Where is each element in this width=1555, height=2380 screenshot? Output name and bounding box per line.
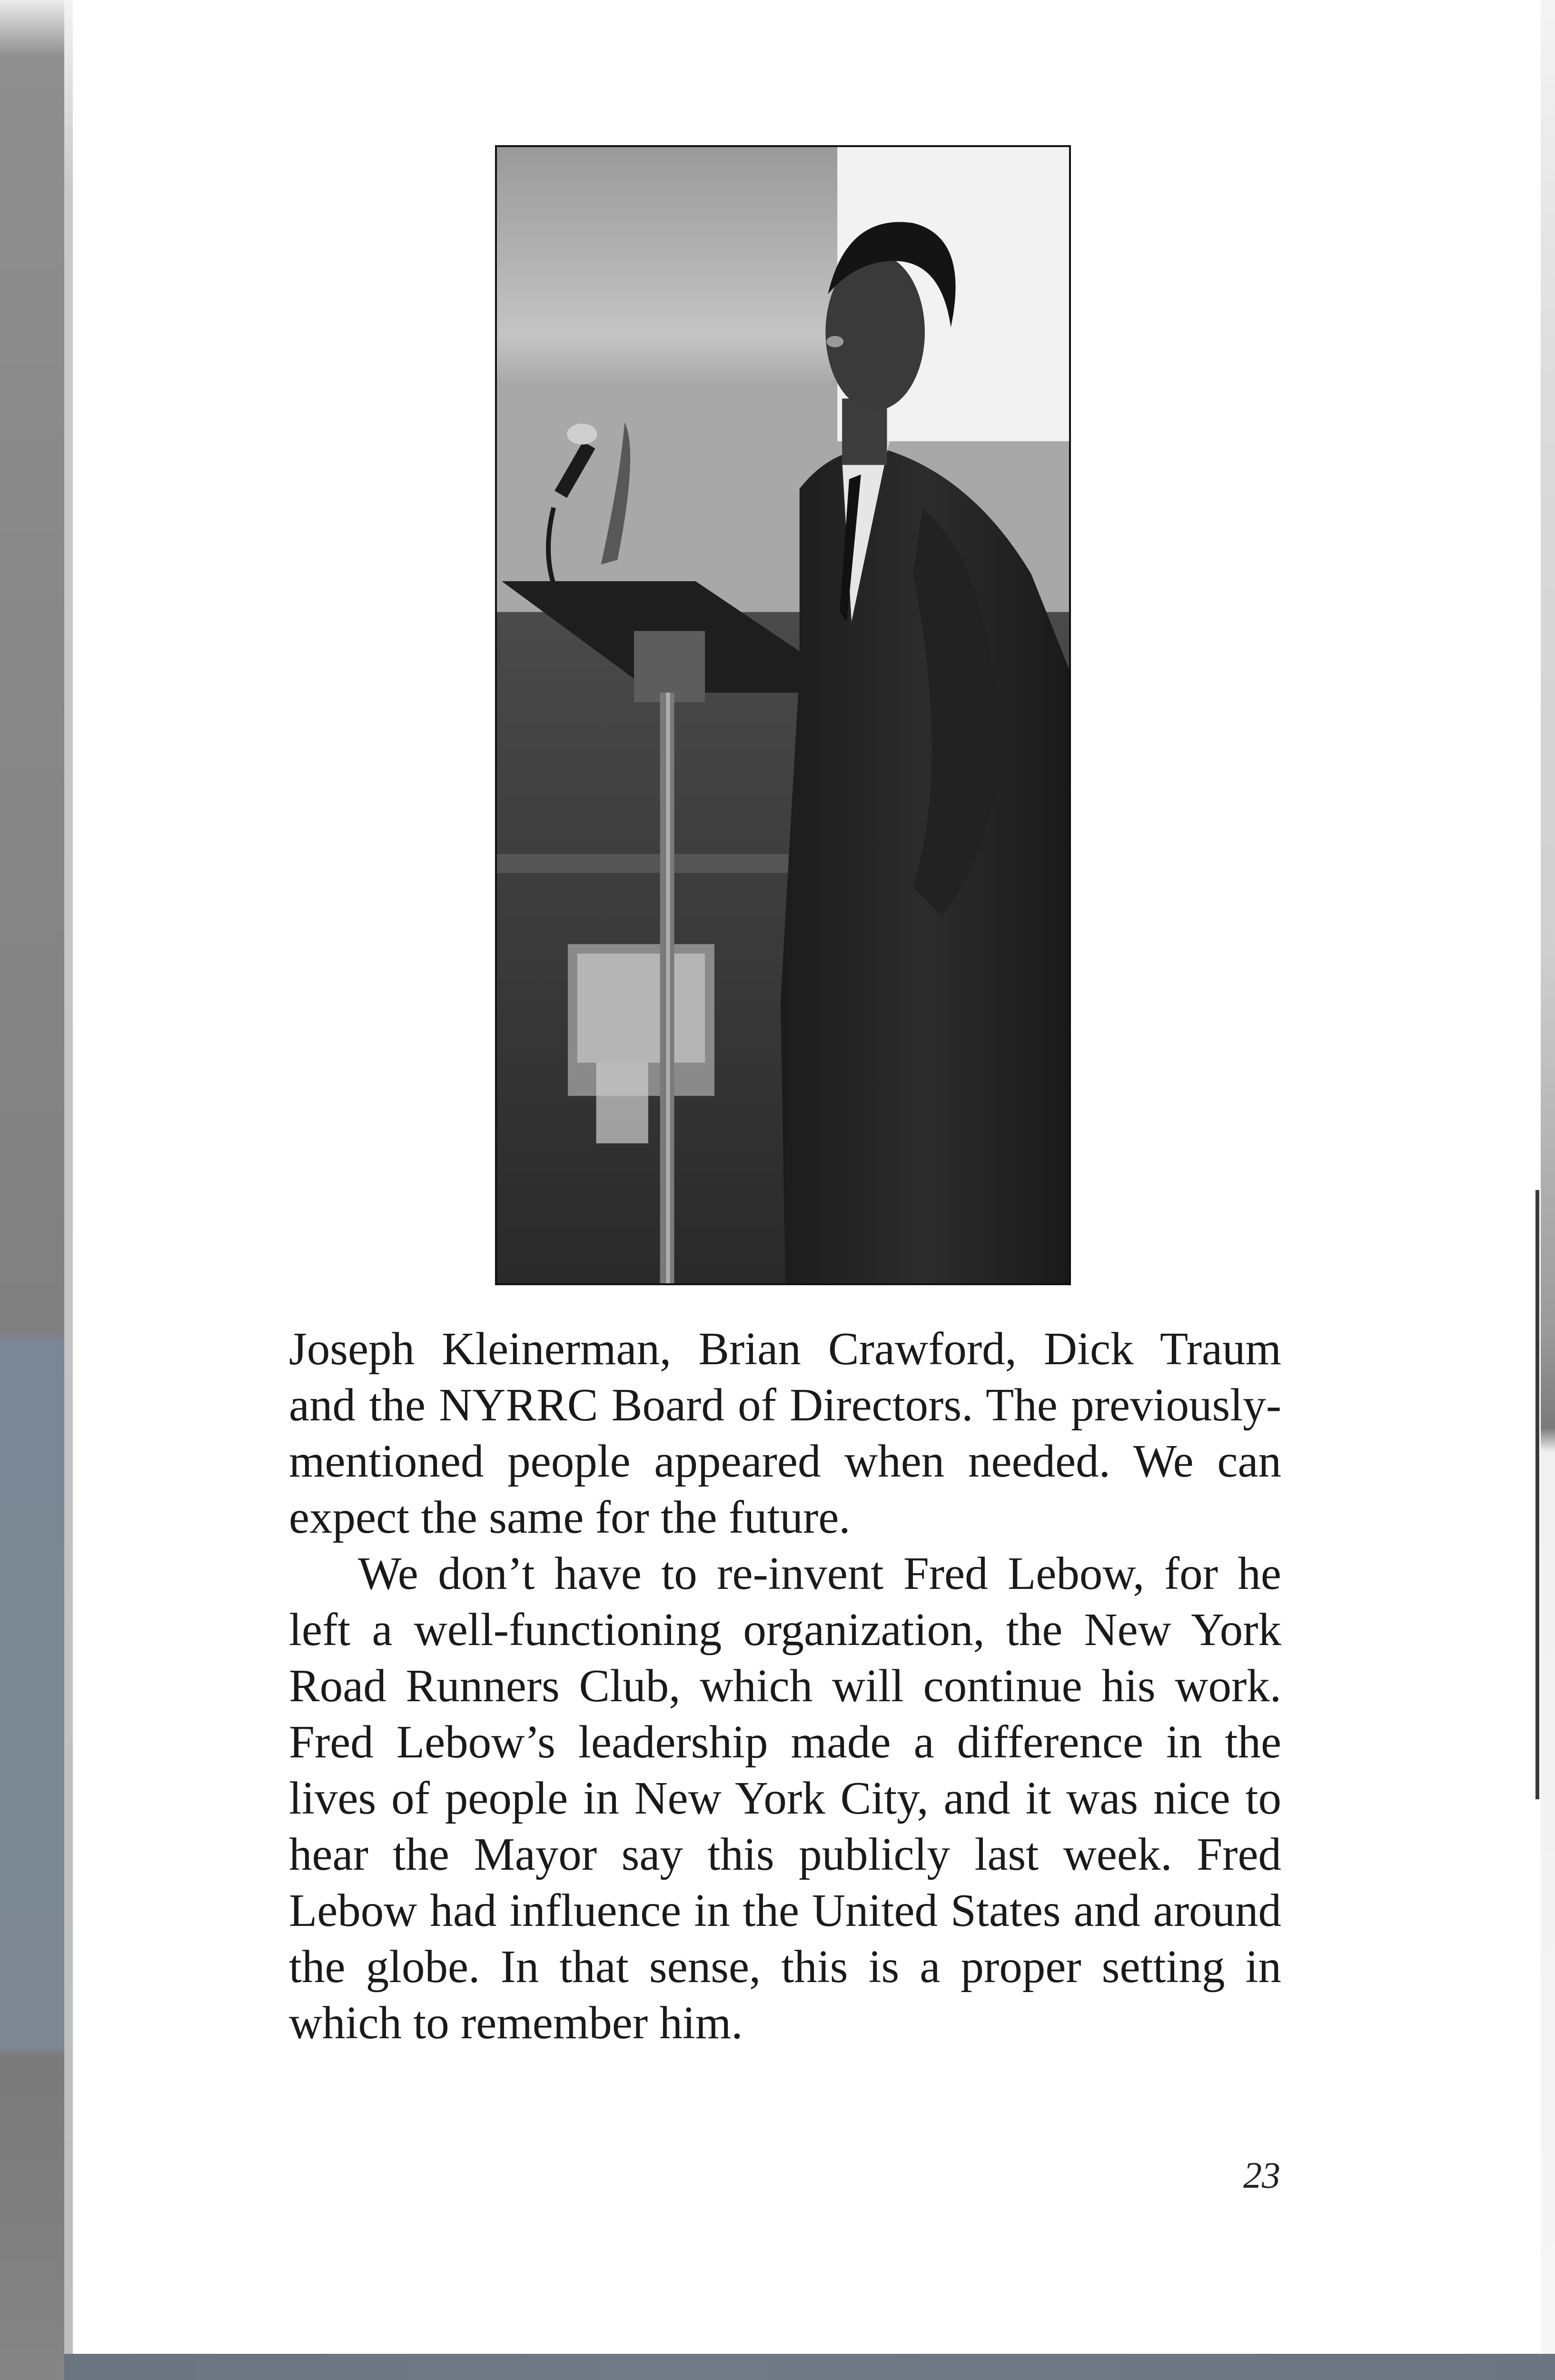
page-number: 23	[1243, 2154, 1280, 2196]
scan-edge-left	[0, 0, 64, 2380]
paragraph-1: Joseph Kleinerman, Brian Crawford, Dick Traum and the NYRRC Board of Directors. The previously-mentioned people appeared when needed. We can expect the same for the future.	[289, 1323, 1281, 1543]
paragraph-2: We don’t have to re-invent Fred Lebow, for he left a well-functioning organization, the New York Road Runners Club, which will continue his work. Fred Lebow’s leadership made a difference in the lives of people in New York City, and it was nice to hear the Mayor say this publicly last week. Fred Lebow had influence in the United States and around the globe. In that sense, this is a proper setting in which to remember him.	[289, 1548, 1281, 2048]
scan-edge-left-inner	[64, 0, 73, 2380]
scan-edge-right	[1541, 0, 1555, 2354]
speaker-at-podium-photo	[495, 145, 1071, 1285]
scan-edge-right-line	[1535, 1190, 1539, 1799]
scan-edge-bottom	[64, 2354, 1555, 2380]
body-text	[289, 1321, 1281, 2051]
photo-illustration	[497, 147, 1069, 1283]
